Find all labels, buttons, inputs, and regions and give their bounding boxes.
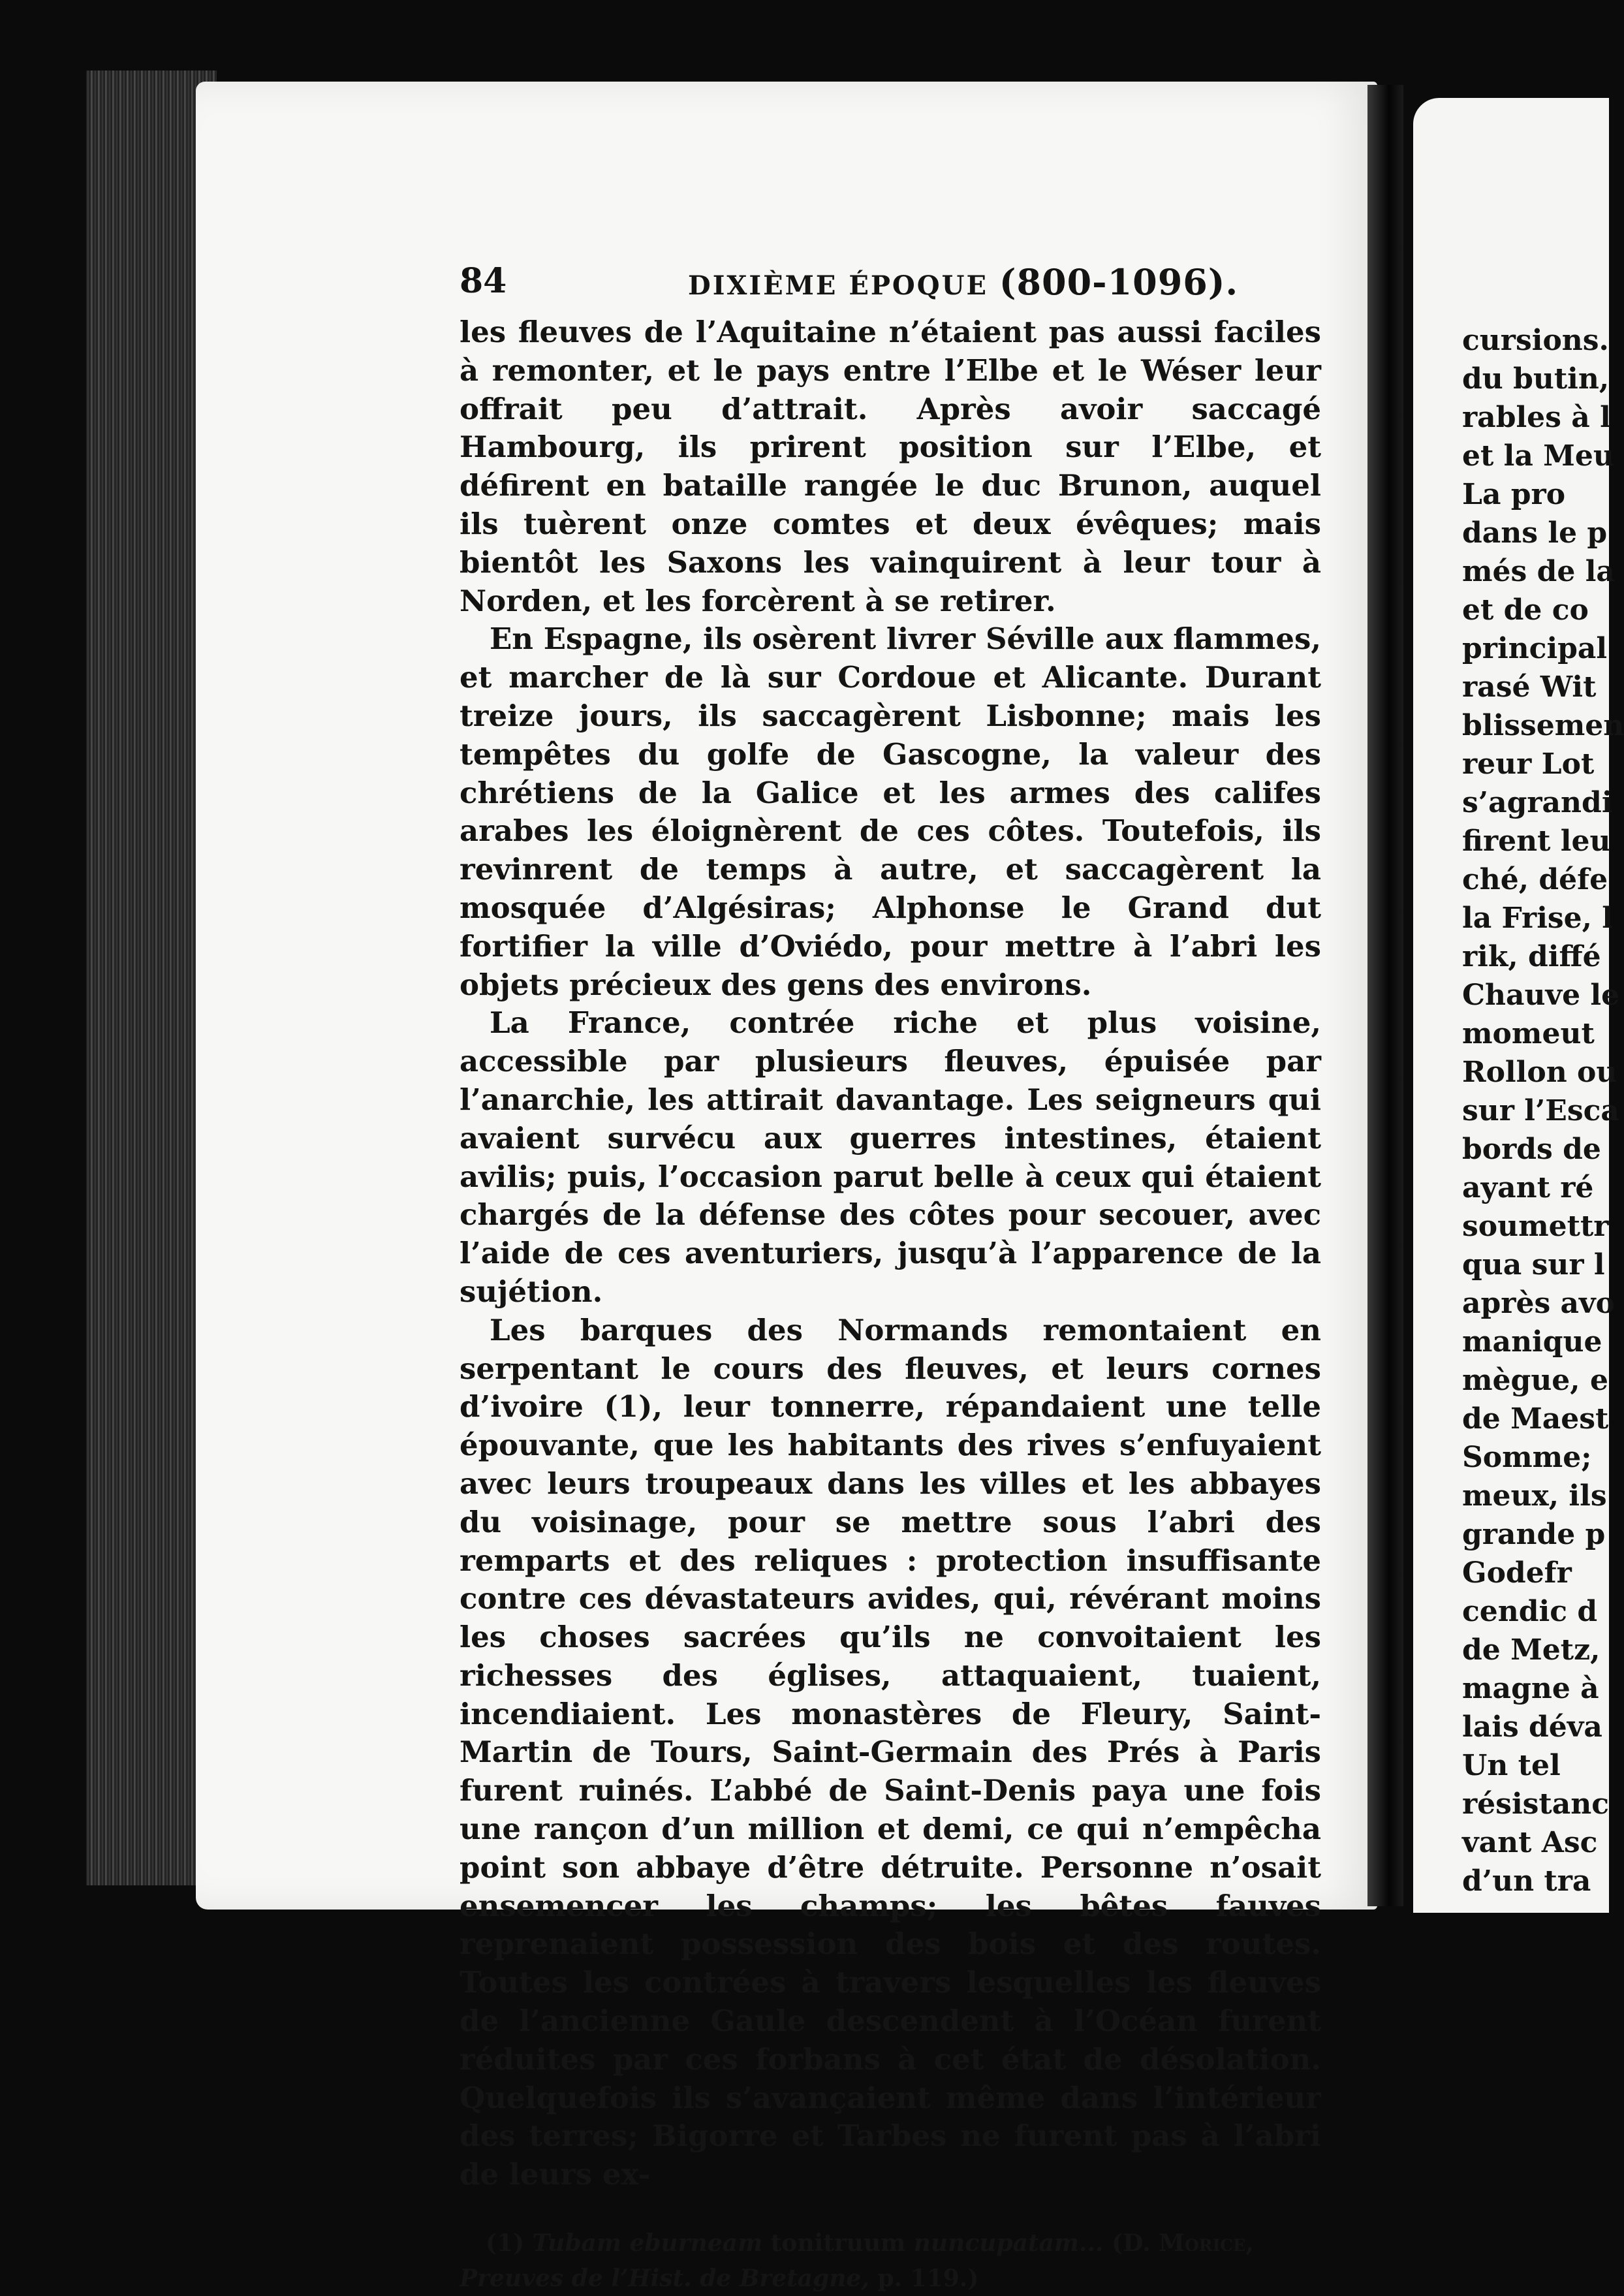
right-line: Rollon ou: [1462, 1056, 1617, 1089]
footnote: [460, 2225, 1321, 2296]
right-line: més de la: [1462, 555, 1615, 588]
footnote-latin-a: Tubam eburneam: [532, 2229, 763, 2257]
right-line: rasé Wit: [1462, 670, 1597, 704]
right-line: Chauve le: [1462, 979, 1620, 1012]
footnote-marker: (1): [486, 2229, 525, 2257]
right-line: meux, ils: [1462, 1479, 1607, 1513]
right-line: s’agrandi: [1462, 786, 1613, 819]
right-line: mègue, e: [1462, 1364, 1608, 1397]
paragraph-4: Les barques des Normands remontaient en serpentant le cours des fleuves, et leurs cornes d’ivoire (1), leur tonnerre, répandaient une telle épouvante, que les habitants des rives s’enfuyaient avec leurs troupeaux dans les villes et les abbayes du voisinage, pour se mettre sous l’abri des remparts et des reliques : protection insuffisante contre ces dévastateurs avides, qui, révérant moins les choses sacrées qu’ils ne convoitaient les richesses des églises, attaquaient, tuaient, incendiaient. Les monastères de Fleury, Saint-Martin de Tours, Saint-Germain des Prés à Paris furent ruinés. L’abbé de Saint-Denis paya une fois une rançon d’un million et demi, ce qui n’empêcha point son abbaye d’être détruite. Personne n’osait ensemencer les champs; les bêtes fauves reprenaient possession des bois et des routes. Toutes les contrées à travers lesquelles les fleuves de l’ancienne Gaule descendent à l’Océan furent réduites par ces forbans à cet état de désolation. Quelquefois ils s’avançaient même dans l’intérieur des terres; Bigorre et Tarbes ne furent pas à l’abri de leurs ex-: [460, 1312, 1321, 2192]
running-title: [688, 261, 1238, 303]
right-line: momeut: [1462, 1017, 1595, 1050]
right-line: Godefr: [1462, 1556, 1572, 1590]
right-line: ayant ré: [1462, 1171, 1594, 1204]
right-line: Un tel: [1462, 1749, 1561, 1782]
right-line: dans le p: [1462, 516, 1608, 550]
right-line: Somme;: [1462, 1441, 1592, 1474]
footnote-paren-open: (D.: [1112, 2229, 1151, 2257]
right-line: après avo: [1462, 1287, 1615, 1320]
footnote-latin-b: nuncupatam...: [913, 2229, 1104, 2257]
running-title-text: DIXIÈME ÉPOQUE: [688, 270, 988, 301]
right-line: la Frise, l: [1462, 902, 1614, 935]
right-line: La pro: [1462, 478, 1566, 511]
right-line: grande p: [1462, 1518, 1606, 1551]
right-line: et la Meu: [1462, 439, 1614, 473]
right-line: d’un tra: [1462, 1864, 1591, 1898]
body-text: [460, 313, 1321, 2194]
right-page-text: [1462, 321, 1624, 1900]
right-line: cursions.: [1462, 324, 1609, 357]
footnote-plain-a: tonitruum: [770, 2229, 906, 2257]
right-line: rables à l: [1462, 401, 1611, 434]
right-line: magne à: [1462, 1672, 1599, 1705]
right-line: de Metz,: [1462, 1633, 1601, 1667]
right-line: reur Lot: [1462, 747, 1595, 781]
left-page-text: [460, 261, 1321, 2296]
footnote-page-ref: p. 119.): [877, 2265, 979, 2293]
footnote-author: Morice,: [1159, 2229, 1254, 2257]
running-head: [460, 261, 1321, 313]
right-line: et de co: [1462, 593, 1589, 627]
right-line: firent leu: [1462, 825, 1611, 858]
right-line: sur l’Esca: [1462, 1094, 1619, 1127]
right-line: soumettr: [1462, 1210, 1609, 1243]
paragraph-1: les fleuves de l’Aquitaine n’étaient pas aussi faciles à remonter, et le pays entre l’Elbe et le Wéser leur offrait peu d’attrait. Après avoir saccagé Hambourg, ils prirent position sur l’Elbe, et défirent en bataille rangée le duc Brunon, auquel ils tuèrent onze comtes et deux évêques; mais bientôt les Saxons les vainquirent à leur tour à Norden, et les forcèrent à se retirer.: [460, 315, 1321, 618]
right-line: manique: [1462, 1325, 1602, 1359]
right-line: lais déva: [1462, 1710, 1602, 1744]
book-gutter: [1367, 85, 1403, 1906]
right-line: cendic d: [1462, 1595, 1598, 1628]
right-line: rik, diffé: [1462, 940, 1601, 973]
right-line: vant Asc: [1462, 1826, 1598, 1859]
right-line: blissemen: [1462, 709, 1624, 742]
right-line: bords de: [1462, 1133, 1601, 1166]
right-line: de Maest: [1462, 1402, 1609, 1436]
right-line: ché, défe: [1462, 863, 1608, 896]
right-line: résistanc: [1462, 1787, 1610, 1821]
footnote-work: Preuves de l’Hist. de Bretagne,: [460, 2265, 869, 2293]
right-line: qua sur l: [1462, 1248, 1605, 1282]
page-number: 84: [460, 261, 507, 301]
paragraph-3: La France, contrée riche et plus voisine, accessible par plusieurs fleuves, épuisée par l’anarchie, les attirait davantage. Les seigneurs qui avaient survécu aux guerres intestines, étaient avilis; puis, l’occasion parut belle à ceux qui étaient chargés de la défense des côtes pour secouer, avec l’aide de ces aventuriers, jusqu’à l’apparence de la sujétion.: [460, 1005, 1321, 1309]
right-line: principal: [1462, 632, 1608, 665]
running-title-dates: (800-1096).: [999, 261, 1239, 303]
paragraph-2: En Espagne, ils osèrent livrer Séville aux flammes, et marcher de là sur Cordoue et Alicante. Durant treize jours, ils saccagèrent Lisbonne; mais les tempêtes du golfe de Gascogne, la valeur des chrétiens de la Galice et les armes des califes arabes les éloignèrent de ces côtes. Toutefois, ils revinrent de temps à autre, et saccagèrent la mosquée d’Algésiras; Alphonse le Grand dut fortifier la ville d’Oviédo, pour mettre à l’abri les objets précieux des gens des environs.: [460, 621, 1321, 1002]
right-line: du butin,: [1462, 362, 1610, 396]
